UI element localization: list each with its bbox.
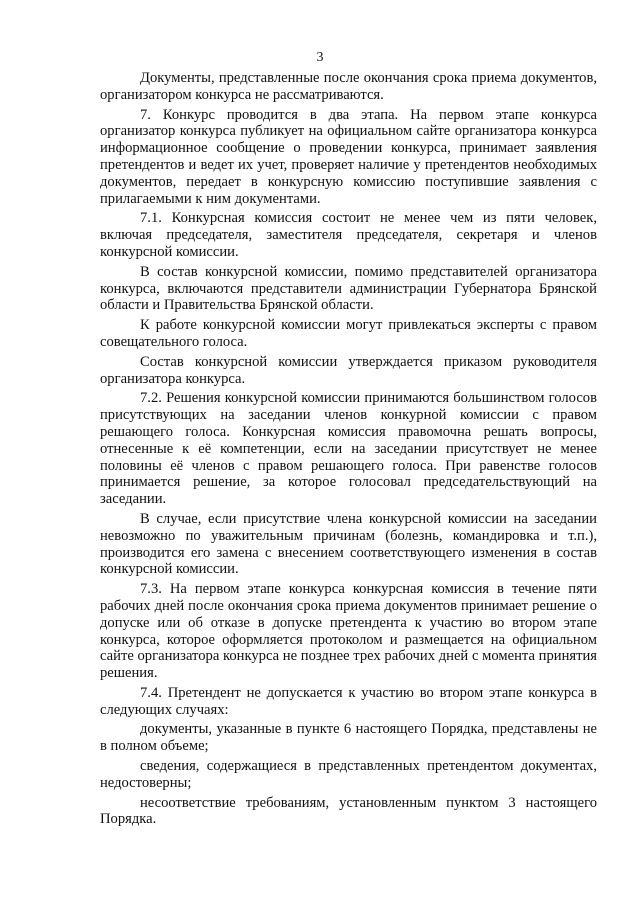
paragraph-member-replacement: В случае, если присутствие члена конкурсной комиссии на заседании невозможно по уважительным причинам (болезнь, командировка и т.п.), производится его замена с внесением соответствующего изменения в состав конкурсной комиссии. (100, 510, 597, 578)
paragraph-commission-composition: В состав конкурсной комиссии, помимо представителей организатора конкурса, включаются представители администрации Губернатора Брянской области и Правительства Брянской области. (100, 263, 597, 314)
paragraph-requirements-mismatch: несоответствие требованиям, установленным пунктом 3 настоящего Порядка. (100, 794, 597, 828)
paragraph-clause-7-3: 7.3. На первом этапе конкурса конкурсная комиссия в течение пяти рабочих дней после окончания срока приема документов принимает решение о допуске или об отказе в допуске претендента к участию во втором этапе конкурса, которое оформляется протоколом и размещается на официальном сайте организатора конкурса не позднее трех рабочих дней с момента принятия решения. (100, 581, 597, 682)
paragraph-unreliable-info: сведения, содержащиеся в представленных претендентом документах, недостоверны; (100, 758, 597, 791)
paragraph-clause-7-4: 7.4. Претендент не допускается к участию во втором этапе конкурса в следующих случаях: (100, 684, 597, 718)
document-body (100, 70, 597, 828)
paragraph-experts: К работе конкурсной комиссии могут привлекаться эксперты с правом совещательного голоса. (100, 317, 597, 350)
paragraph-commission-approval: Состав конкурсной комиссии утверждается приказом руководителя организатора конкурса. (100, 353, 597, 387)
paragraph-clause-7-2: 7.2. Решения конкурсной комиссии принимаются большинством голосов присутствующих на заседании членов конкурной комиссии с правом решающего голоса. Конкурсная комиссия правомочна решать вопросы, отнесенные к её компетенции, если на заседании присутствует не менее половины её членов с правом решающего голоса. При равенстве голосов принимается решение, за которое голосовал председательствующий на заседании. (100, 390, 597, 508)
paragraph-clause-7-1: 7.1. Конкурсная комиссия состоит не менее чем из пяти человек, включая председателя, заместителя председателя, секретаря и членов конкурсной комиссии. (100, 210, 597, 260)
paragraph-incomplete-documents: документы, указанные в пункте 6 настоящего Порядка, представлены не в полном объеме; (100, 721, 597, 755)
paragraph-documents-late: Документы, представленные после окончания срока приема документов, организатором конкурса не рассматриваются. (100, 70, 597, 103)
paragraph-clause-7: 7. Конкурс проводится в два этапа. На первом этапе конкурса организатор конкурса публикует на официальном сайте организатора конкурса информационное сообщение о проведении конкурса, принимает заявления претендентов и ведет их учет, проверяет наличие у претендентов необходимых документов, передает в конкурсную комиссию поступившие заявления с прилагаемыми к ним документами. (100, 106, 597, 207)
page-number: 3 (316, 50, 324, 65)
